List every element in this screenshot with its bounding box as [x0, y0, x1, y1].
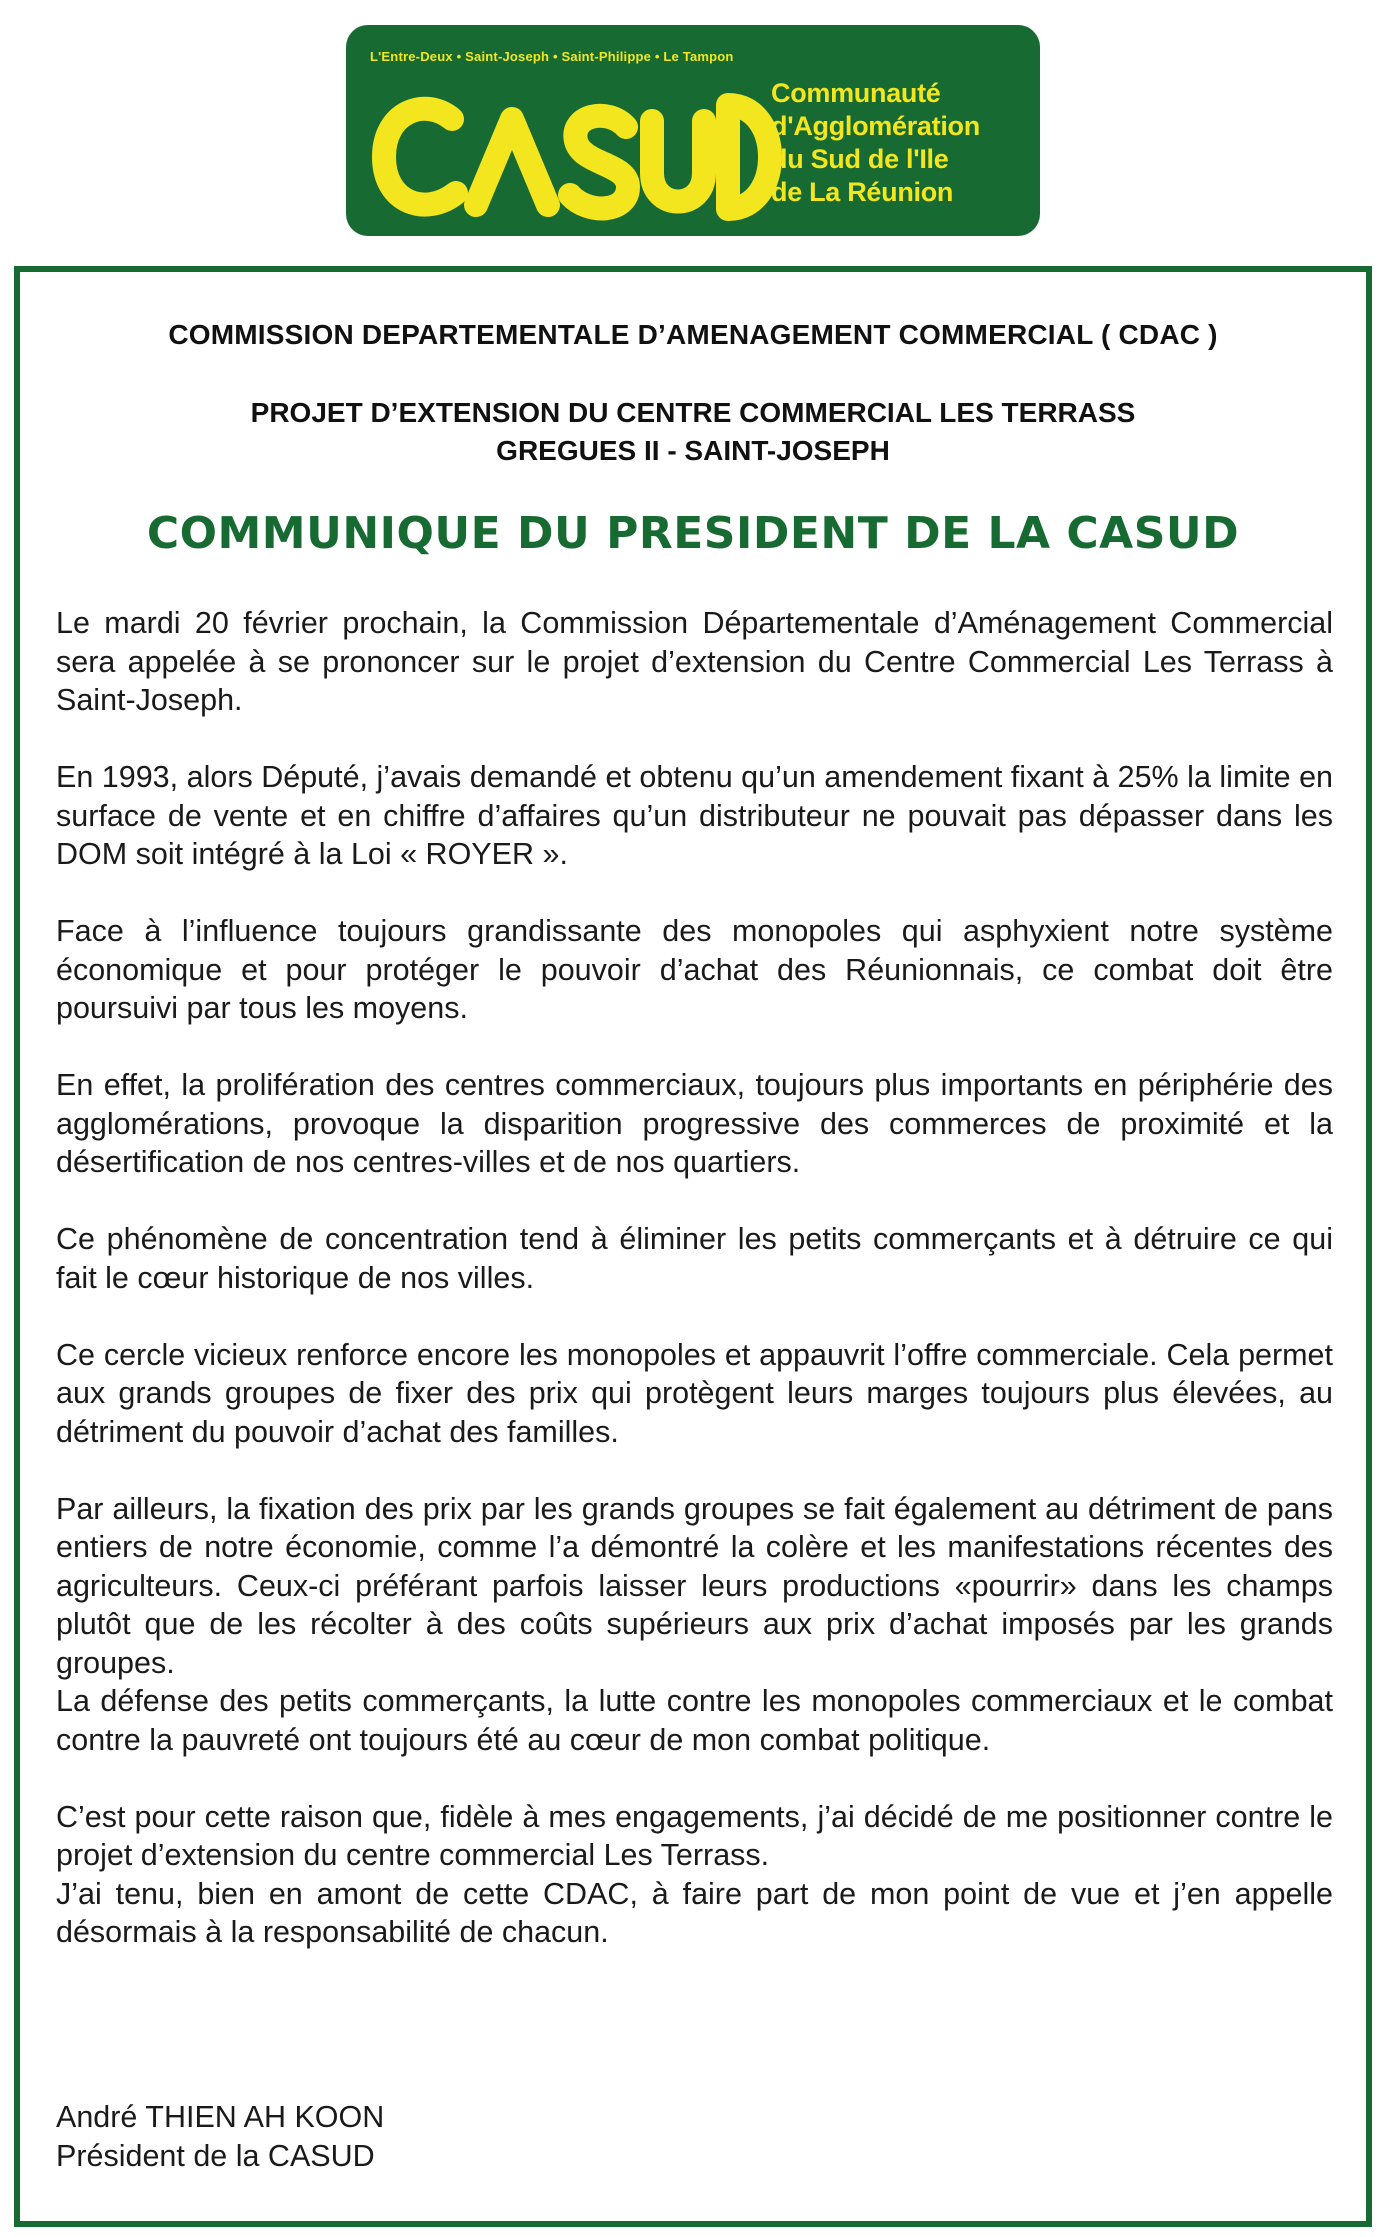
- body-paragraph: J’ai tenu, bien en amont de cette CDAC, à faire part de mon point de vue et j’en appelle désormais à la responsabilité de chacun.: [56, 1876, 1333, 1949]
- body-paragraph: Par ailleurs, la fixation des prix par les grands groupes se fait également au détriment de pans entiers de notre économie, comme l’a démontré la colère et les manifestations récentes des agriculteurs. Ceux-ci préférant parfois laisser leurs productions «pourrir» dans les champs plutôt que de les récolter à des coûts supérieurs aux prix d’achat imposés par les grands groupes.: [56, 1491, 1333, 1680]
- signature-name: André THIEN AH KOON: [56, 2100, 385, 2134]
- project-heading-line: GREGUES II - SAINT-JOSEPH: [496, 435, 890, 466]
- commission-heading: COMMISSION DEPARTEMENTALE D’AMENAGEMENT COMMERCIAL ( CDAC ): [168, 319, 1218, 350]
- body-paragraph: Ce phénomène de concentration tend à éliminer les petits commerçants et à détruire ce qui fait le cœur historique de nos villes.: [56, 1222, 1333, 1295]
- logo-line: Communauté: [771, 78, 941, 108]
- body-paragraph: Le mardi 20 février prochain, la Commission Départementale d’Aménagement Commercial sera appelée à se prononcer sur le projet d’extension du Centre Commercial Les Terrass à Saint-Joseph.: [56, 606, 1333, 717]
- logo-communes: L'Entre-Deux • Saint-Joseph • Saint-Philippe • Le Tampon: [370, 49, 734, 64]
- body-paragraph: Ce cercle vicieux renforce encore les monopoles et appauvrit l’offre commerciale. Cela permet aux grands groupes de fixer des prix qui protègent leurs marges toujours plus élevées, au détriment du pouvoir d’achat des familles.: [56, 1337, 1333, 1449]
- press-release-title: COMMUNIQUE DU PRESIDENT DE LA CASUD: [146, 508, 1240, 559]
- body-paragraph: La défense des petits commerçants, la lutte contre les monopoles commerciaux et le combat contre la pauvreté ont toujours été au cœur de mon combat politique.: [56, 1684, 1333, 1757]
- body-paragraph: C’est pour cette raison que, fidèle à mes engagements, j’ai décidé de me positionner contre le projet d’extension du centre commercial Les Terrass.: [56, 1799, 1333, 1872]
- casud-logo: [346, 25, 1040, 236]
- body-paragraph: Face à l’influence toujours grandissante des monopoles qui asphyxient notre système économique et pour protéger le pouvoir d’achat des Réunionnais, ce combat doit être poursuivi par tous les moyens.: [56, 914, 1333, 1025]
- logo-line: du Sud de l'Ile: [771, 144, 949, 174]
- logo-lines: [771, 77, 980, 209]
- logo-line: de La Réunion: [771, 177, 954, 207]
- project-heading-line: PROJET D’EXTENSION DU CENTRE COMMERCIAL LES TERRASS: [250, 397, 1136, 428]
- body-paragraph: En 1993, alors Député, j’avais demandé et obtenu qu’un amendement fixant à 25% la limite en surface de vente et en chiffre d’affaires qu’un distributeur ne pouvait pas dépasser dans les DOM soit intégré à la Loi « ROYER ».: [56, 760, 1333, 871]
- signature: [56, 2098, 384, 2175]
- press-release-body: [56, 604, 1333, 1990]
- signature-title: Président de la CASUD: [56, 2138, 375, 2173]
- project-heading: [0, 394, 1386, 470]
- body-paragraph: En effet, la prolifération des centres commerciaux, toujours plus importants en périphérie des agglomérations, provoque la disparition progressive des commerces de proximité et la désertification de nos centres-villes et de nos quartiers.: [56, 1068, 1333, 1179]
- logo-line: d'Agglomération: [771, 111, 980, 141]
- casud-wordmark: [364, 77, 784, 227]
